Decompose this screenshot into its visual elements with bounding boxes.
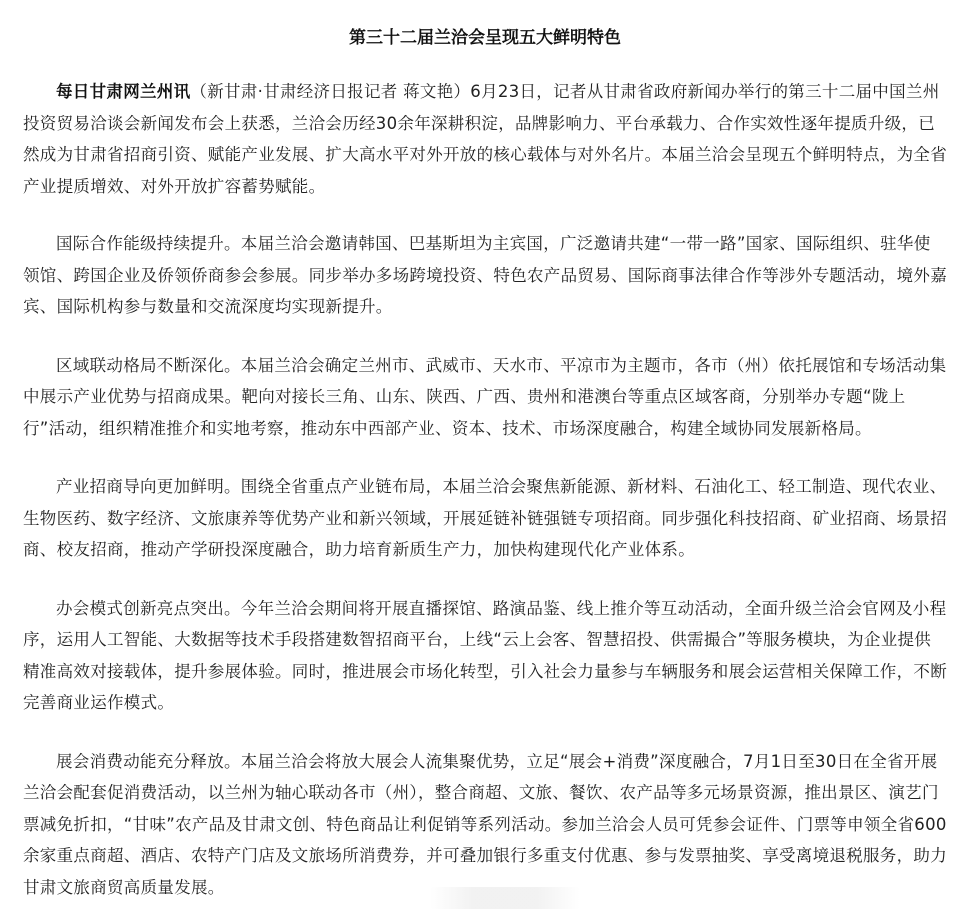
paragraph-intro bbox=[23, 76, 947, 202]
paragraph-international-cooperation: 国际合作能级持续提升。本届兰洽会邀请韩国、巴基斯坦为主宾国，广泛邀请共建“一带一路”国家、国际组织、驻华使领馆、跨国企业及侨领侨商参会参展。同步举办多场跨境投资、特色农产品贸易、国际商事法律合作等涉外专题活动，境外嘉宾、国际机构参与数量和交流深度均实现新提升。 bbox=[23, 234, 947, 316]
news-source-lead: 每日甘肃网兰州讯 bbox=[56, 82, 191, 101]
intro-text: （新甘肃·甘肃经济日报记者 蒋文艳）6月23日，记者从甘肃省政府新闻办举行的第三十二届中国兰州投资贸易洽谈会新闻发布会上获悉，兰洽会历经30余年深耕积淀，品牌影响力、平台承载力、合作实效性逐年提质升级，已然成为甘肃省招商引资、赋能产业发展、扩大高水平对外开放的核心载体与对外名片。本届兰洽会呈现五个鲜明特点，为全省产业提质增效、对外开放扩容蓄势赋能。 bbox=[23, 82, 947, 196]
article-title: 第三十二届兰洽会呈现五大鲜明特色 bbox=[349, 28, 621, 48]
blurred-watermark bbox=[430, 887, 580, 909]
paragraph-consumption: 展会消费动能充分释放。本届兰洽会将放大展会人流集聚优势，立足“展会+消费”深度融合，7月1日至30日在全省开展兰洽会配套促消费活动，以兰州为轴心联动各市（州），整合商超、文旅、餐饮、农产品等多元场景资源，推出景区、演艺门票减免折扣，“甘味”农产品及甘肃文创、特色商品让利促销等系列活动。参加兰洽会人员可凭参会证件、门票等申领全省600余家重点商超、酒店、农特产门店及文旅场所消费券，并可叠加银行多重支付优惠、参与发票抽奖、享受离境退税服务，助力甘肃文旅商贸高质量发展。 bbox=[23, 751, 947, 897]
paragraph-regional-linkage: 区域联动格局不断深化。本届兰洽会确定兰州市、武威市、天水市、平凉市为主题市，各市（州）依托展馆和专场活动集中展示产业优势与招商成果。靶向对接长三角、山东、陕西、广西、贵州和港澳台等重点区域客商，分别举办专题“陇上行”活动，组织精准推介和实地考察，推动东中西部产业、资本、技术、市场深度融合，构建全域协同发展新格局。 bbox=[23, 355, 947, 438]
paragraph-industry-investment: 产业招商导向更加鲜明。围绕全省重点产业链布局，本届兰洽会聚焦新能源、新材料、石油化工、轻工制造、现代农业、生物医药、数字经济、文旅康养等优势产业和新兴领域，开展延链补链强链专项招商。同步强化科技招商、矿业招商、场景招商、校友招商，推动产学研投深度融合，助力培育新质生产力，加快构建现代化产业体系。 bbox=[23, 477, 947, 559]
paragraph-exhibition-innovation: 办会模式创新亮点突出。今年兰洽会期间将开展直播探馆、路演品鉴、线上推介等互动活动，全面升级兰洽会官网及小程序，运用人工智能、大数据等技术手段搭建数智招商平台，上线“云上会客、智慧招投、供需撮合”等服务模块，为企业提供精准高效对接载体，提升参展体验。同时，推进展会市场化转型，引入社会力量参与车辆服务和展会运营相关保障工作，不断完善商业运作模式。 bbox=[23, 598, 947, 712]
article bbox=[23, 0, 947, 903]
